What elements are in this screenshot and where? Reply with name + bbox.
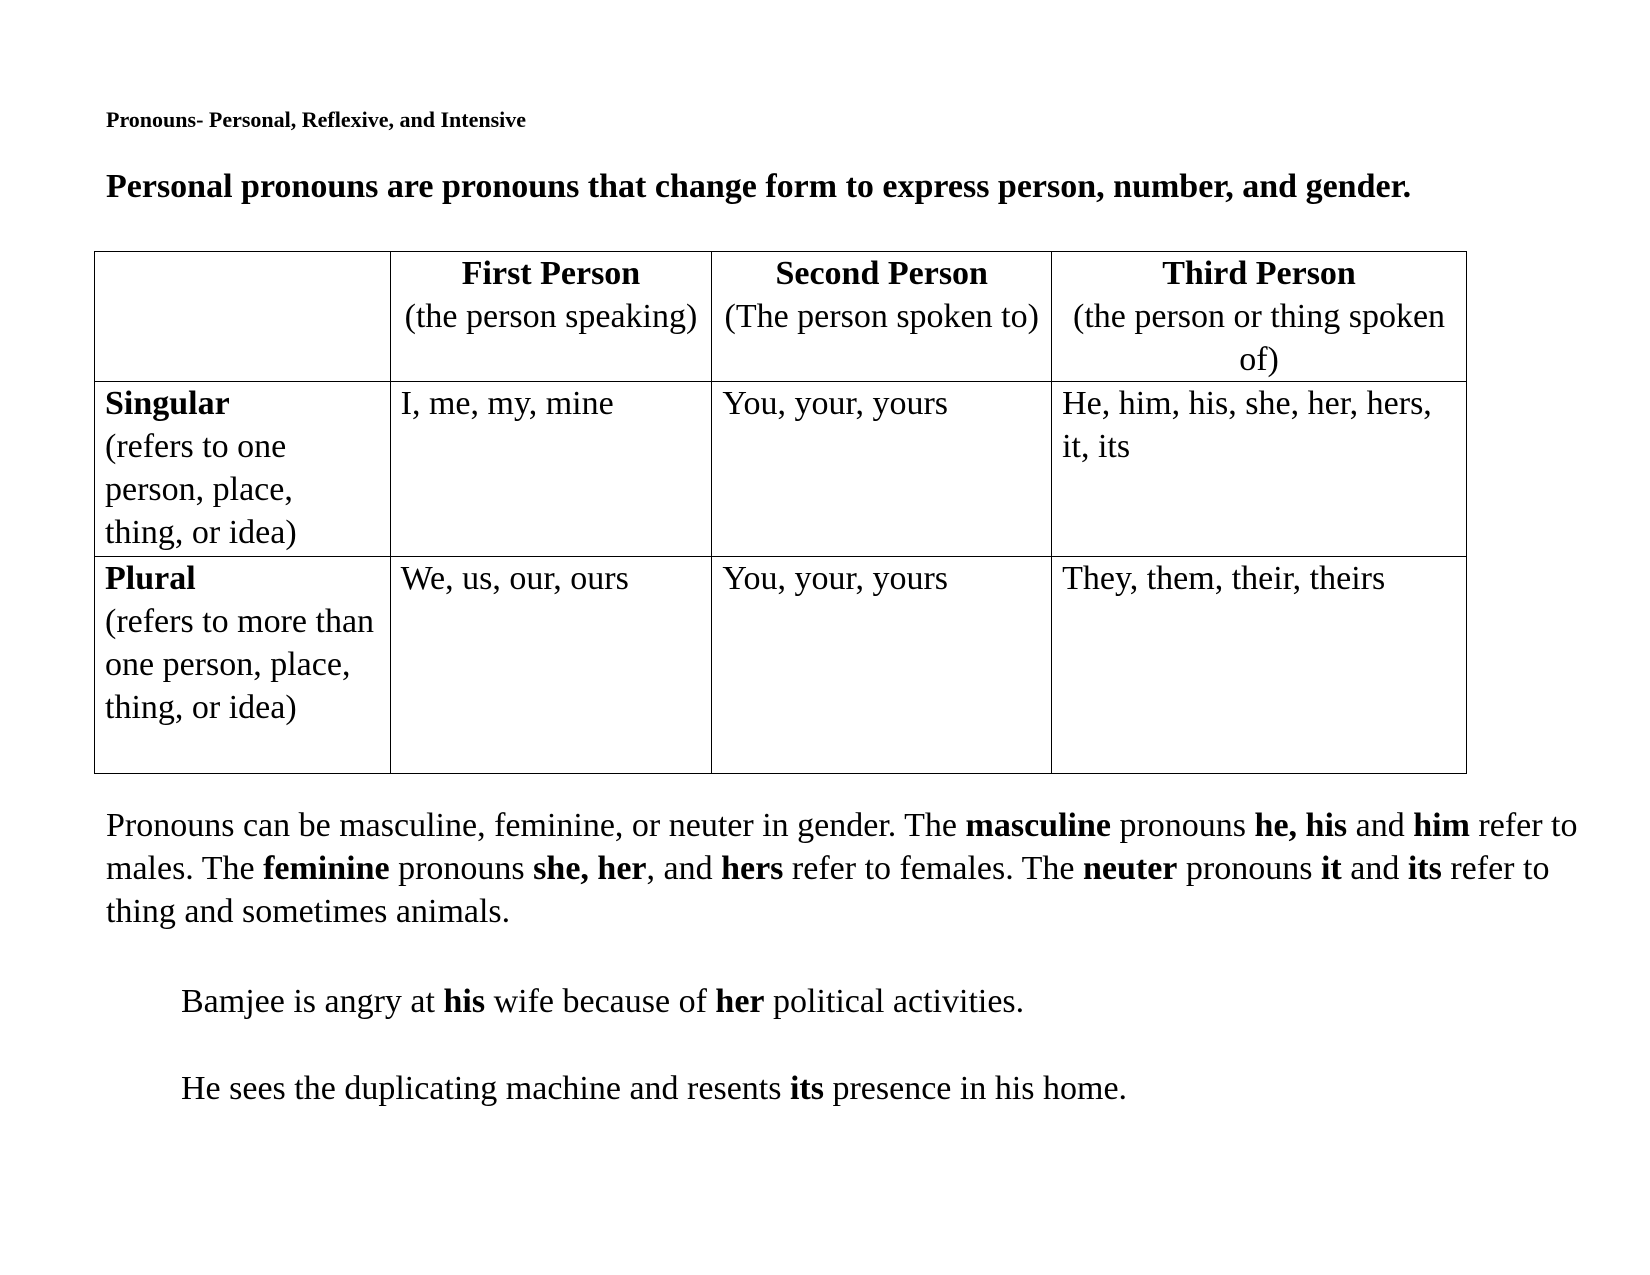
header-cell-empty <box>95 252 391 382</box>
row-description: (refers to one person, place, thing, or idea) <box>105 428 297 551</box>
gender-paragraph <box>106 804 1626 933</box>
section-heading: Personal pronouns are pronouns that change form to express person, number, and gender. <box>106 168 1412 205</box>
table-cell: They, them, their, theirs <box>1052 557 1467 774</box>
table-cell: You, your, yours <box>712 382 1052 557</box>
bold-term: him <box>1413 807 1470 844</box>
header-description: (the person speaking) <box>404 298 698 335</box>
text-segment: Pronouns can be masculine, feminine, or neuter in gender. The <box>106 807 966 844</box>
text-segment: and <box>1347 807 1414 844</box>
table-header-row <box>95 252 1467 382</box>
row-header-singular <box>95 382 391 557</box>
bold-term: its <box>789 1070 824 1107</box>
header-description: (The person spoken to) <box>724 298 1039 335</box>
bold-term: feminine <box>263 850 390 887</box>
text-segment: refer to females. The <box>783 850 1083 887</box>
header-label: Second Person <box>775 255 988 292</box>
row-description: (refers to more than one person, place, thing, or idea) <box>105 603 375 726</box>
bold-term: hers <box>721 850 784 887</box>
header-cell-third-person <box>1052 252 1467 382</box>
bold-term: he, his <box>1254 807 1348 844</box>
text-segment: pronouns <box>1177 850 1321 887</box>
text-segment: presence in his home. <box>823 1070 1128 1107</box>
text-segment: pronouns <box>1110 807 1255 844</box>
table-cell: You, your, yours <box>712 557 1052 774</box>
table-cell: I, me, my, mine <box>390 382 712 557</box>
row-label: Plural <box>105 560 196 597</box>
bold-term: its <box>1407 850 1442 887</box>
text-segment: He sees the duplicating machine and resents <box>181 1070 790 1107</box>
header-cell-first-person <box>390 252 712 382</box>
personal-pronoun-table <box>94 251 1467 774</box>
table-row-plural <box>95 557 1467 774</box>
bold-term: her <box>715 983 765 1020</box>
bold-term: she, her <box>533 850 647 887</box>
header-cell-second-person <box>712 252 1052 382</box>
row-header-plural <box>95 557 391 774</box>
text-segment: , and <box>646 850 722 887</box>
text-segment: refer to thing and sometimes animals. <box>106 850 1550 930</box>
text-segment: Bamjee is angry at <box>181 983 444 1020</box>
bold-term: his <box>443 983 486 1020</box>
table-cell: We, us, our, ours <box>390 557 712 774</box>
text-segment: wife because of <box>485 983 716 1020</box>
bold-term: neuter <box>1082 850 1178 887</box>
text-segment: pronouns <box>389 850 534 887</box>
header-label: Third Person <box>1162 255 1356 292</box>
table-cell: He, him, his, she, her, hers, it, its <box>1052 382 1467 557</box>
example-sentence-2 <box>181 1067 1127 1110</box>
text-segment: and <box>1341 850 1408 887</box>
row-label: Singular <box>105 385 230 422</box>
header-description: (the person or thing spoken of) <box>1073 298 1446 378</box>
text-segment: refer to males. The <box>106 807 1578 887</box>
bold-term: masculine <box>965 807 1111 844</box>
bold-term: it <box>1320 850 1342 887</box>
example-sentence-1 <box>181 980 1024 1023</box>
header-label: First Person <box>461 255 641 292</box>
text-segment: political activities. <box>764 983 1025 1020</box>
table-row-singular <box>95 382 1467 557</box>
document-title: Pronouns- Personal, Reflexive, and Intensive <box>106 107 527 132</box>
